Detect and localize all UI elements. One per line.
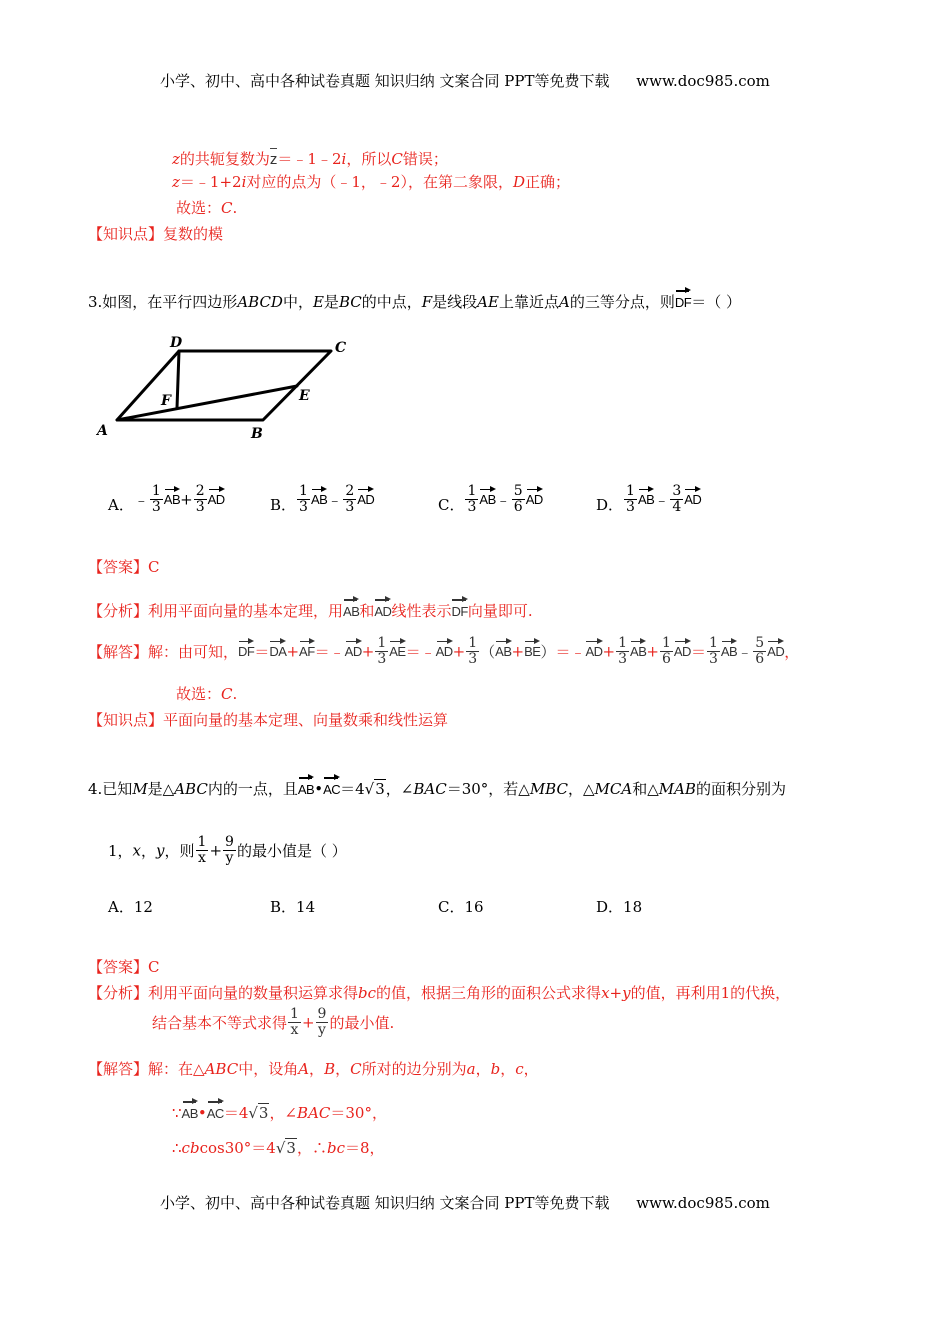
solution-label: 【解答】 <box>88 1060 149 1078</box>
knowledge-label: 【知识点】 <box>88 711 164 729</box>
q3-solution: 【解答】解：由可知，DF＝DA+AF＝﹣AD+ $\frac{1}{3}$ AE＝﹣AD+ $\frac{1}{3}$ （AB+BE）＝﹣AD+ $\frac{1}{3}$ AB+ $\frac{1}{6}$ AD＝ $\frac{1}{3}$ AB﹣ $\frac{5}{6}$ AD， <box>88 635 800 667</box>
parallelogram-figure <box>95 330 370 445</box>
q2-knowledge: 【知识点】复数的模 <box>88 225 224 243</box>
q4-analysis-line2: 结合基本不等式求得 $\frac{1}{x}$ + $\frac{9}{y}$ 的最小值. <box>152 1006 395 1038</box>
q3-option-a[interactable]: A．﹣ $\frac{1}{3}$ AB+ $\frac{2}{3}$ AD <box>108 483 225 515</box>
header-text: 小学、初中、高中各种试卷真题 知识归纳 文案合同 PPT等免费下载 <box>160 72 610 90</box>
q4-stem-line2: 1，x，y，则 $\frac{1}{x}$ + $\frac{9}{y}$ 的最小值是（ ） <box>108 834 347 866</box>
q3-analysis: 【分析】利用平面向量的基本定理，用AB和AD线性表示DF向量即可. <box>88 597 533 622</box>
q4-option-a[interactable]: A．12 <box>108 898 153 916</box>
q2-line1: z的共轭复数为z＝﹣1﹣2i，所以C错误； <box>172 150 448 168</box>
page-footer <box>160 1192 770 1213</box>
parallelogram-abcd <box>117 351 331 420</box>
q4-answer: 【答案】C <box>88 958 160 976</box>
knowledge-label: 【知识点】 <box>88 225 164 243</box>
analysis-label: 【分析】 <box>88 602 149 620</box>
q4-option-d[interactable]: D．18 <box>596 898 643 916</box>
q4-solution-line2: ∵AB•AC＝4√3，∠BAC＝30°， <box>172 1099 387 1124</box>
label-e: E <box>299 388 310 404</box>
q3-stem: 3.如图，在平行四边形ABCD中，E是BC的中点，F是线段AE上靠近点A的三等分点，则DF＝（ ） <box>88 288 741 313</box>
z-conjugate: z <box>270 148 278 170</box>
q4-solution-line3: ∴cbcos30°＝4√3，∴bc＝8， <box>172 1139 385 1157</box>
label-a: A <box>97 423 108 439</box>
q2-line2: z＝﹣1+2i对应的点为（﹣1，﹣2），在第二象限，D正确； <box>172 173 571 191</box>
segment-df <box>177 351 179 408</box>
vector-df: DF <box>675 288 691 313</box>
q4-option-c[interactable]: C．16 <box>438 898 484 916</box>
page-header <box>160 70 770 91</box>
footer-text: 小学、初中、高中各种试卷真题 知识归纳 文案合同 PPT等免费下载 <box>160 1194 610 1212</box>
label-b: B <box>251 426 263 442</box>
q3-option-c[interactable]: C． $\frac{1}{3}$ AB﹣ $\frac{5}{6}$ AD <box>438 483 543 515</box>
q3-conclusion: 故选：C. <box>176 685 238 703</box>
footer-url[interactable]: www.doc985.com <box>636 1194 770 1212</box>
label-c: C <box>335 340 347 356</box>
analysis-label: 【分析】 <box>88 984 149 1002</box>
q3-knowledge: 【知识点】平面向量的基本定理、向量数乘和线性运算 <box>88 711 449 729</box>
answer-label: 【答案】 <box>88 958 149 976</box>
q3-option-b[interactable]: B． $\frac{1}{3}$ AB﹣ $\frac{2}{3}$ AD <box>270 483 375 515</box>
solution-label: 【解答】 <box>88 643 149 661</box>
header-url[interactable]: www.doc985.com <box>636 72 770 90</box>
q3-answer: 【答案】C <box>88 558 160 576</box>
q3-option-d[interactable]: D． $\frac{1}{3}$ AB﹣ $\frac{3}{4}$ AD <box>596 483 702 515</box>
q4-analysis-line1: 【分析】利用平面向量的数量积运算求得bc的值，根据三角形的面积公式求得x+y的值，再利用1的代换， <box>88 984 791 1002</box>
q4-stem-line1: 4.已知M是△ABC内的一点，且AB•AC＝4√3，∠BAC＝30°，若△MBC，△MCA和△MAB的面积分别为 <box>88 775 786 800</box>
answer-label: 【答案】 <box>88 558 149 576</box>
q2-line3: 故选：C. <box>176 199 238 217</box>
q4-option-b[interactable]: B．14 <box>270 898 316 916</box>
q4-solution-line1: 【解答】解：在△ABC中，设角A，B，C所对的边分别为a，b，c， <box>88 1060 539 1078</box>
label-d: D <box>170 335 183 351</box>
label-f: F <box>161 393 171 409</box>
